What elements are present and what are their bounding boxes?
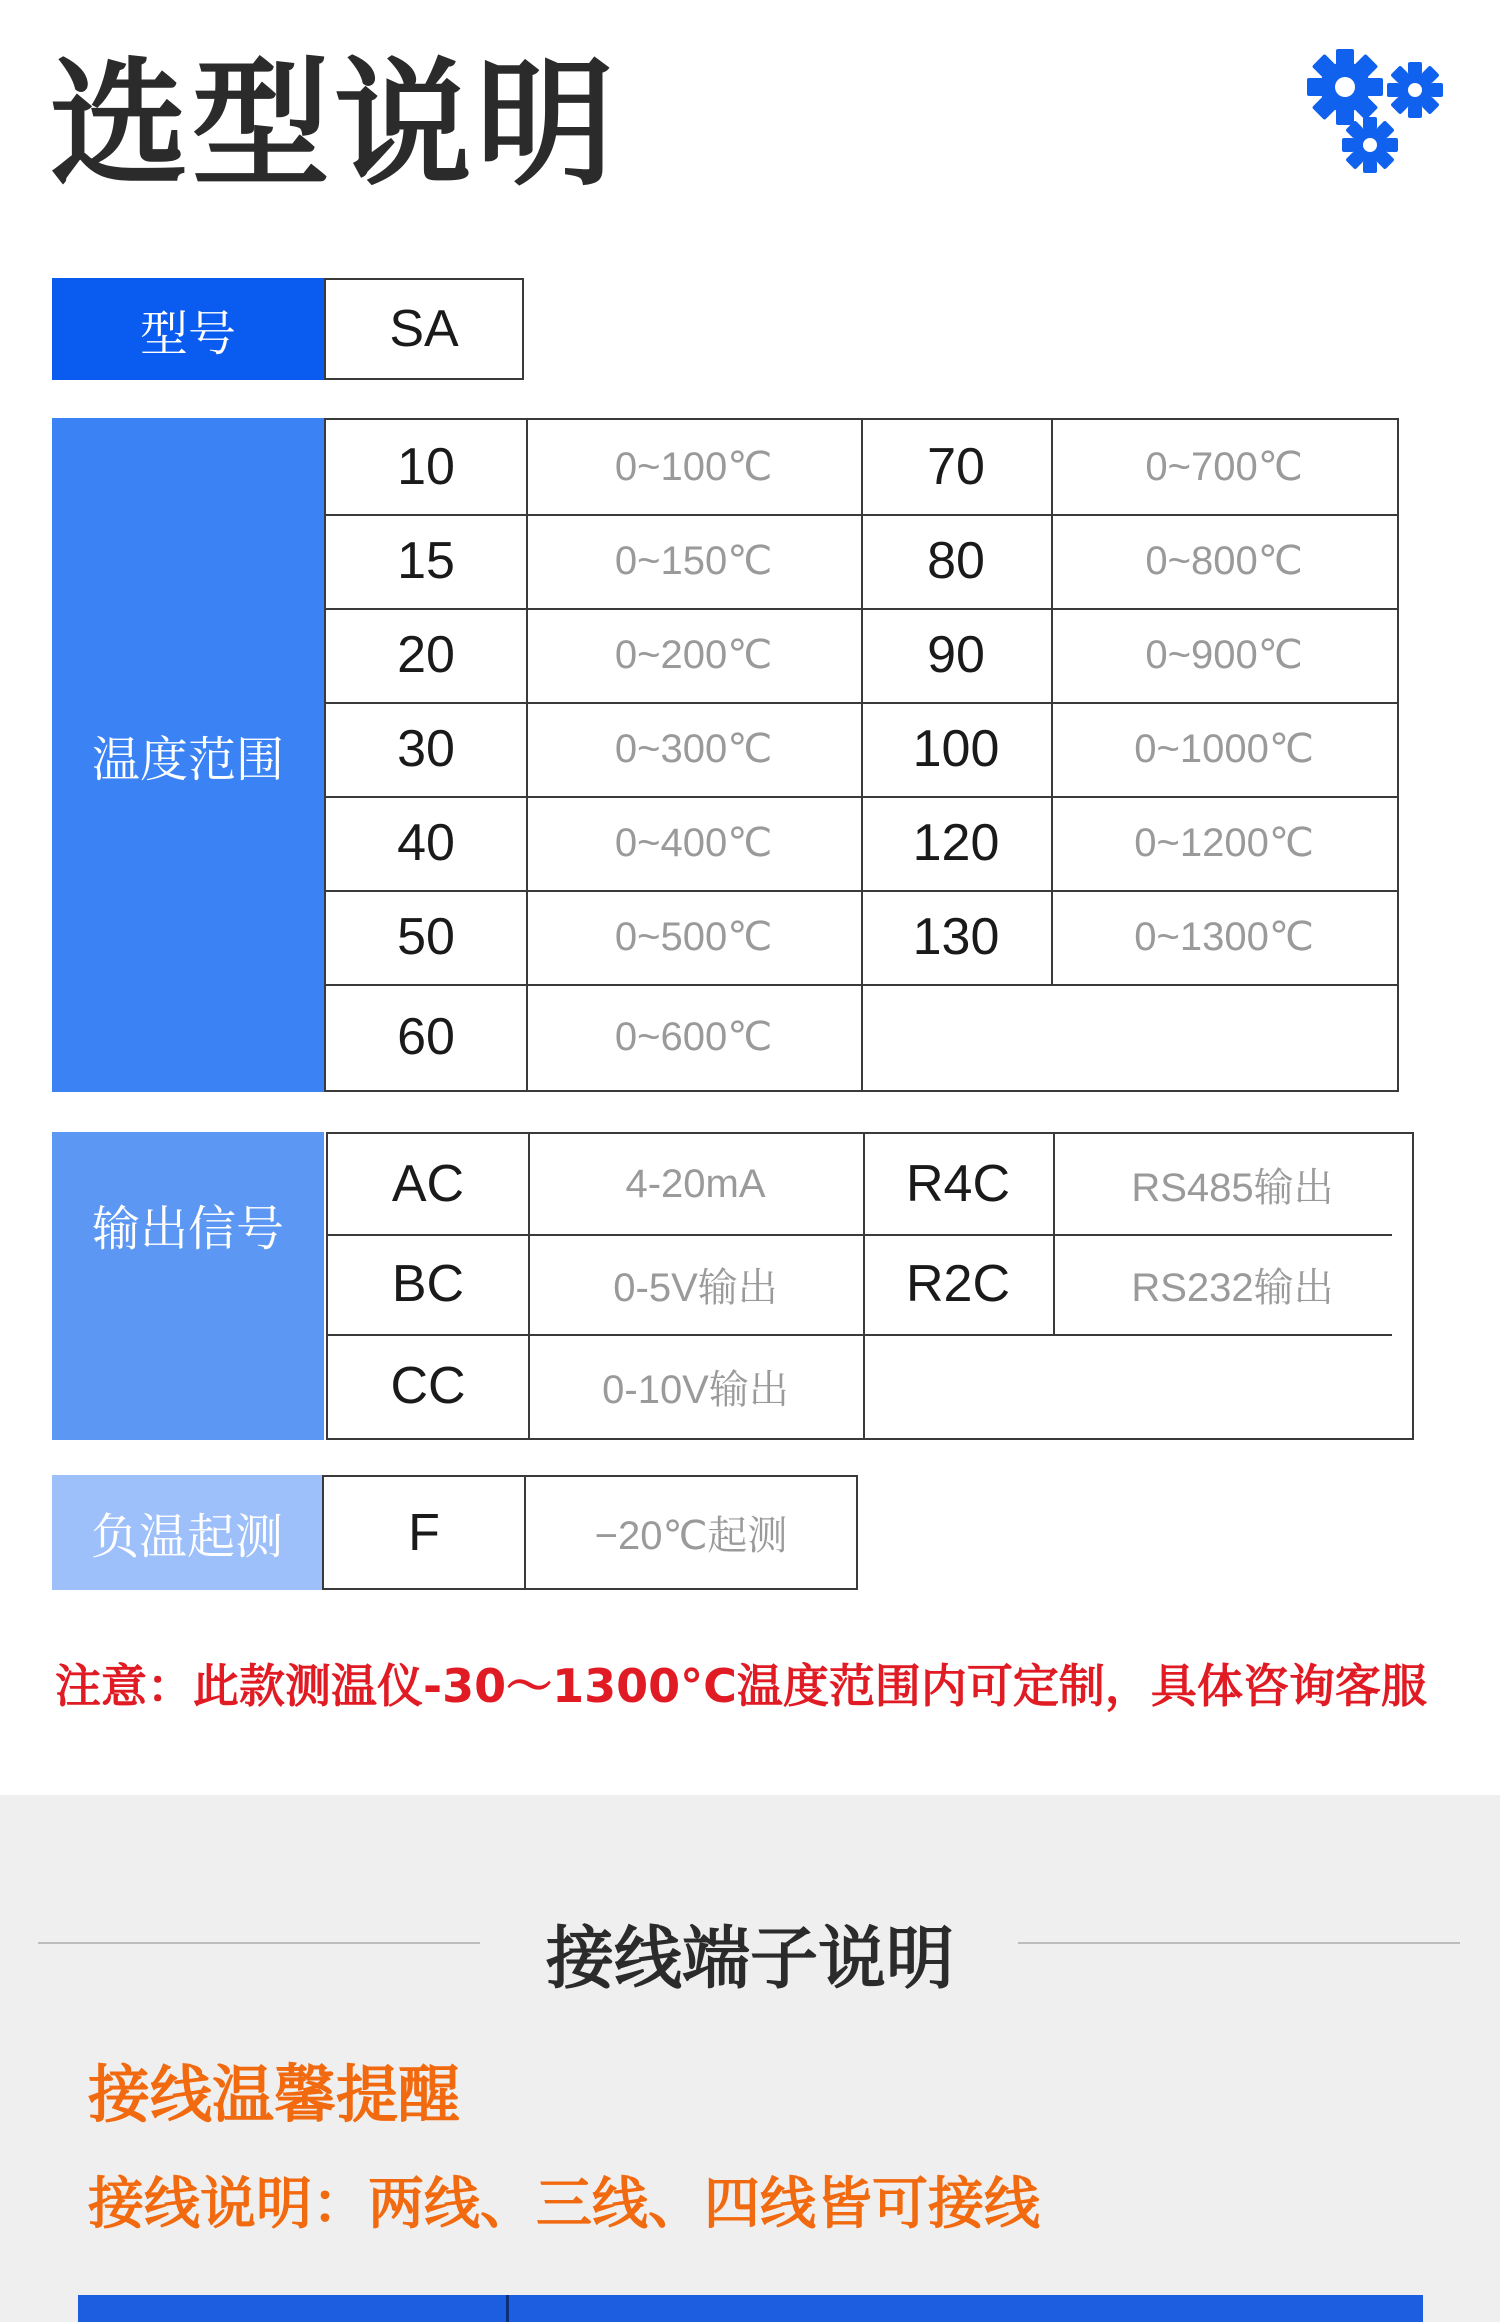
output-code: AC bbox=[391, 1155, 465, 1213]
wiring-title: 接线端子说明 bbox=[545, 1920, 954, 1999]
divider bbox=[506, 2295, 509, 2322]
temp-range: 0~800℃ bbox=[1145, 539, 1303, 583]
custom-range-notice: 注意：此款测温仪-30～1300°C温度范围内可定制，具体咨询客服 bbox=[55, 1659, 1427, 1713]
wiring-tip-title: 接线温馨提醒 bbox=[88, 2058, 461, 2131]
output-desc: RS232输出 bbox=[1131, 1265, 1334, 1310]
temperature-range-label: 温度范围 bbox=[52, 418, 324, 1092]
temp-code: 90 bbox=[927, 626, 985, 684]
temperature-range-block bbox=[52, 418, 1399, 1092]
wiring-section bbox=[0, 1795, 1500, 2322]
temp-range: 0~700℃ bbox=[1145, 445, 1303, 489]
temp-code: 50 bbox=[397, 908, 455, 966]
negative-start-table bbox=[322, 1475, 858, 1590]
output-desc: RS485输出 bbox=[1131, 1165, 1334, 1210]
temp-code: 100 bbox=[912, 720, 1000, 778]
gears-icon bbox=[1300, 45, 1450, 180]
temp-range: 0~500℃ bbox=[614, 915, 773, 959]
page-title: 选型说明 bbox=[50, 44, 619, 205]
wiring-tip-text: 接线说明：两线、三线、四线皆可接线 bbox=[88, 2172, 1040, 2237]
temp-range: 0~150℃ bbox=[614, 539, 773, 583]
temp-code: 130 bbox=[912, 908, 1000, 966]
temp-code: 30 bbox=[397, 720, 455, 778]
output-signal-table bbox=[326, 1132, 1414, 1440]
temp-code: 20 bbox=[397, 626, 455, 684]
temp-range: 0~1200℃ bbox=[1134, 821, 1314, 865]
negative-start-label: 负温起测 bbox=[52, 1475, 322, 1590]
wiring-table-header bbox=[78, 2295, 1423, 2322]
output-code: CC bbox=[390, 1357, 466, 1415]
model-value: SA bbox=[389, 300, 459, 358]
temp-code: 80 bbox=[927, 532, 985, 590]
temp-range: 0~1300℃ bbox=[1134, 915, 1314, 959]
model-label: 型号 bbox=[52, 278, 324, 380]
negative-start-row bbox=[52, 1475, 858, 1590]
output-desc: 4-20mA bbox=[625, 1161, 766, 1206]
model-value-box bbox=[324, 278, 524, 380]
temp-range: 0~300℃ bbox=[614, 727, 773, 771]
divider bbox=[863, 1334, 1392, 1336]
output-code: R2C bbox=[905, 1255, 1011, 1313]
output-code: R4C bbox=[905, 1155, 1011, 1213]
temp-range: 0~900℃ bbox=[1145, 633, 1303, 677]
divider bbox=[861, 984, 1397, 986]
output-signal-label: 输出信号 bbox=[52, 1132, 324, 1440]
model-row bbox=[52, 278, 524, 380]
negative-start-code: F bbox=[408, 1503, 440, 1562]
temp-code: 60 bbox=[397, 1008, 455, 1066]
temp-code: 15 bbox=[397, 532, 455, 590]
temp-code: 10 bbox=[397, 438, 455, 496]
temperature-range-table bbox=[324, 418, 1399, 1092]
temp-code: 120 bbox=[912, 814, 1000, 872]
temp-range: 0~200℃ bbox=[614, 633, 773, 677]
temp-code: 40 bbox=[397, 814, 455, 872]
temp-code: 70 bbox=[927, 438, 985, 496]
output-desc: 0-5V输出 bbox=[613, 1265, 778, 1310]
output-desc: 0-10V输出 bbox=[602, 1367, 789, 1412]
temp-range: 0~400℃ bbox=[614, 821, 773, 865]
title-rule-right bbox=[1018, 1942, 1460, 1944]
temp-range: 0~1000℃ bbox=[1134, 727, 1314, 771]
output-signal-block bbox=[52, 1132, 1414, 1440]
temp-range: 0~100℃ bbox=[614, 445, 773, 489]
output-code: BC bbox=[391, 1255, 465, 1313]
negative-start-desc: −20℃起测 bbox=[594, 1514, 788, 1558]
temp-range: 0~600℃ bbox=[614, 1015, 773, 1059]
